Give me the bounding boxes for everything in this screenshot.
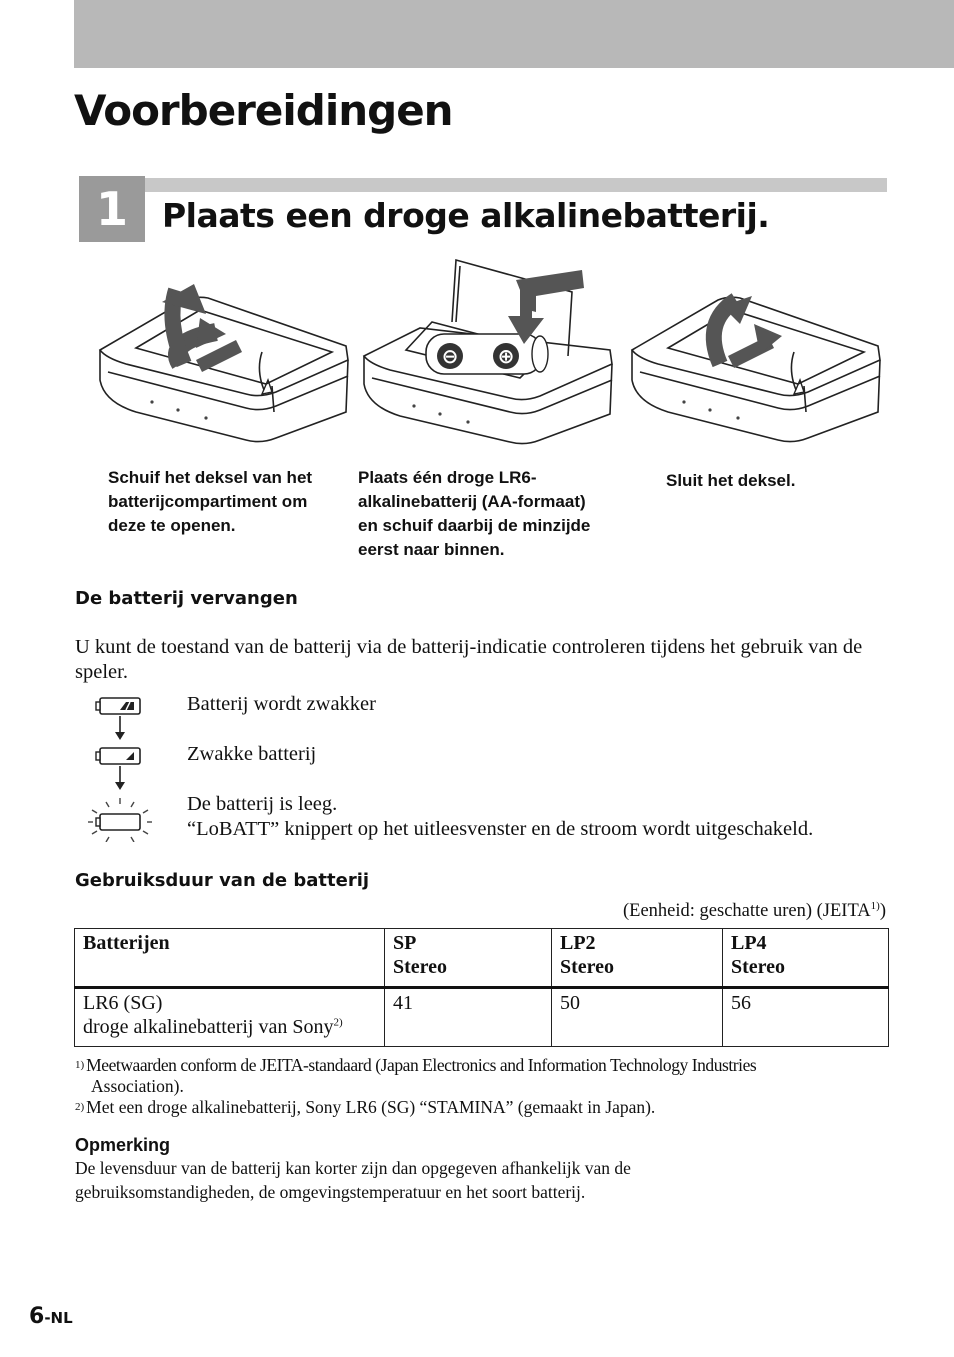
note-text: De levensduur van de batterij kan korter zijn dan opgegeven afhankelijk van de gebruiksomstandigheden, de omgevingstemperatuur en het soort batterij. <box>75 1158 631 1202</box>
step-caption-insert: Plaats één droge LR6- alkalinebatterij (AA-formaat) en schuif daarbij de minzijde eerst naar binnen. <box>358 468 591 559</box>
step-number-badge: 1 <box>79 176 145 242</box>
battery-empty-flashing-icon <box>88 798 152 842</box>
open-cover-illustration <box>96 252 352 452</box>
battery-plus-label: ⊕ <box>497 344 515 368</box>
step-title: Plaats een droge alkalinebatterij. <box>162 196 770 235</box>
table-header-battery: Batterijen <box>75 929 385 988</box>
battery-one-bar-icon <box>96 748 140 764</box>
unit-note: (Eenheid: geschatte uren) (JEITA$^{1)}$) <box>623 899 886 921</box>
table-cell-lp4: 56 <box>723 988 889 1047</box>
battery-minus-label: ⊖ <box>441 344 459 368</box>
note-heading: Opmerking <box>75 1135 171 1155</box>
table-cell-battery: LR6 (SG) droge alkalinebatterij van Sony$^{2)}$ <box>75 988 385 1047</box>
page-title: Voorbereidingen <box>74 86 453 135</box>
footnote-2: $^{2)}$ Met een droge alkalinebatterij, Sony LR6 (SG) “STAMINA” (gemaakt in Japan). <box>75 1097 656 1117</box>
table-cell-sp: 41 <box>385 988 552 1047</box>
table-row <box>75 988 889 1047</box>
table-header-row <box>75 929 889 988</box>
section-heading-duration: Gebruiksduur van de batterij <box>75 870 370 891</box>
table-cell-lp2: 50 <box>552 988 723 1047</box>
footnote-1: $^{1)}$ Meetwaarden conform de JEITA-standaard (Japan Electronics and Information Technology Industries Association). <box>75 1055 757 1096</box>
battery-state-weakening: Batterij wordt zwakker <box>187 693 376 715</box>
replace-intro-text: U kunt de toestand van de batterij via de batterij-indicatie controleren tijdens het gebruik van de speler. <box>75 636 863 683</box>
battery-state-empty: De batterij is leeg. “LoBATT” knippert op het uitleesvenster en de stroom wordt uitgeschakeld. <box>187 793 814 840</box>
battery-two-bars-icon <box>96 698 140 714</box>
step-band <box>145 178 887 192</box>
battery-status-diagram <box>82 692 162 842</box>
section-heading-replace: De batterij vervangen <box>75 588 298 609</box>
table-header-lp4: LP4 Stereo <box>723 929 889 988</box>
page-number: 6-NL <box>29 1304 73 1329</box>
step-caption-open: Schuif het deksel van het batterijcompartiment om deze te openen. <box>108 468 313 535</box>
close-cover-illustration <box>628 252 884 452</box>
step-caption-close: Sluit het deksel. <box>666 471 796 490</box>
battery-duration-table <box>74 928 889 1047</box>
insert-battery-illustration <box>360 252 616 452</box>
table-header-sp: SP Stereo <box>385 929 552 988</box>
table-header-lp2: LP2 Stereo <box>552 929 723 988</box>
header-band <box>74 0 954 68</box>
battery-state-weak: Zwakke batterij <box>187 743 317 765</box>
